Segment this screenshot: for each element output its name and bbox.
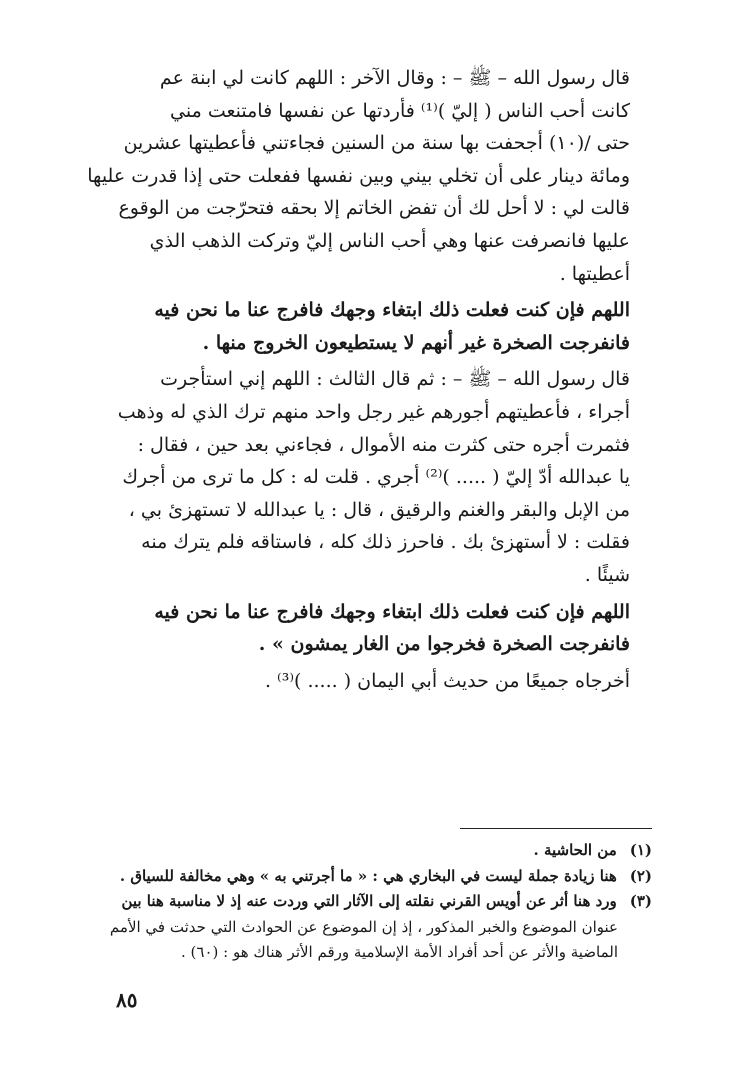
paragraph (110, 665, 650, 698)
paragraph (87, 62, 650, 290)
text-line: شيئًا . (584, 563, 630, 586)
footnote-number: (١) (629, 841, 652, 859)
text-line: قال رسول الله – ﷺ – : وقال الآخر : اللهم كانت لي ابنة عم (159, 67, 630, 89)
text-line: اللهم فإن كنت فعلت ذلك ابتغاء وجهك فافرج عنا ما نحن فيه (154, 600, 630, 623)
footnote (118, 838, 652, 864)
footnote-text: من الحاشية . (533, 841, 617, 859)
footnote-text: هنا زيادة جملة ليست في البخاري هي : « ما أجرتني به » وهي مخالفة للسياق . (119, 866, 617, 885)
footnote-continuation: عنوان الموضوع والخبر المذكور ، إذ إن الموضوع عن الحوادث التي حدثت في الأمم (109, 917, 618, 936)
text-line: أخرجاه جميعًا من حديث أبي اليمان ( ..... )⁽³⁾ . (264, 669, 630, 692)
text-line: فانفرجت الصخرة فخرجوا من الغار يمشون » . (258, 633, 630, 656)
text-line: فقلت : لا أستهزئ بك . فاحرز ذلك كله ، فاستاقه فلم يترك منه (141, 531, 630, 554)
text-line: من الإبل والبقر والغنم والرقيق ، قال : يا عبدالله لا تستهزئ بي ، (128, 498, 630, 521)
text-line: اللهم فإن كنت فعلت ذلك ابتغاء وجهك فافرج عنا ما نحن فيه (154, 299, 630, 322)
text-line: فانفرجت الصخرة غير أنهم لا يستطيعون الخروج منها . (202, 331, 630, 354)
text-line: ومائة دينار على أن تخلي بيني وبين نفسها ففعلت حتى إذا قدرت عليها (87, 164, 630, 187)
text-line: يا عبدالله أدّ إليّ ( ..... )⁽²⁾ أجري . قلت له : كل ما ترى من أجرك (122, 466, 630, 489)
text-line: أجراء ، فأعطيتهم أجورهم غير رجل واحد منهم ترك الذي له وذهب (117, 400, 630, 423)
footnote-number: (٢) (629, 866, 652, 885)
footnote-text: ورد هنا أثر عن أويس القرني نقلته إلى الآثار التي وردت عنه إذ لا مناسبة هنا بين (121, 892, 617, 910)
text-line: حتى /(١٠) أجحفت بها سنة من السنين فجاءتني فأعطيتها عشرين (123, 132, 630, 155)
footnote-continuation: الماضية والأثر عن أحد أفراد الأمة الإسلامية ورقم الأثر هناك هو : (٦٠) . (181, 943, 618, 961)
paragraph (110, 363, 650, 591)
footnote (118, 889, 652, 915)
text-line: فثمرت أجره حتى كثرت منه الأموال ، فجاءني بعد حين ، فقال : (137, 433, 630, 456)
footnote-divider (460, 828, 652, 829)
footnote-number: (٣) (629, 892, 652, 910)
text-line: عليها فانصرفت عنها وهي أحب الناس إليّ وتركت الذهب الذي (149, 229, 630, 252)
paragraph-bold (110, 596, 650, 661)
text-line: قالت لي : لا أحل لك أن تفض الخاتم إلا بحقه فتحرّجت من الوقوع (118, 197, 630, 220)
footnotes (109, 838, 652, 966)
text-line: كانت أحب الناس ( إليّ )⁽¹⁾ فأردتها عن نفسها فامتنعت مني (170, 99, 630, 122)
text-line: قال رسول الله – ﷺ – : ثم قال الثالث : اللهم إني استأجرت (160, 368, 630, 391)
text-line: أعطيتها . (559, 262, 630, 285)
main-text (87, 62, 650, 701)
footnote (118, 864, 652, 890)
paragraph-bold (110, 294, 650, 359)
page-number: ٨٥ (116, 988, 138, 1012)
body-text (87, 62, 650, 697)
